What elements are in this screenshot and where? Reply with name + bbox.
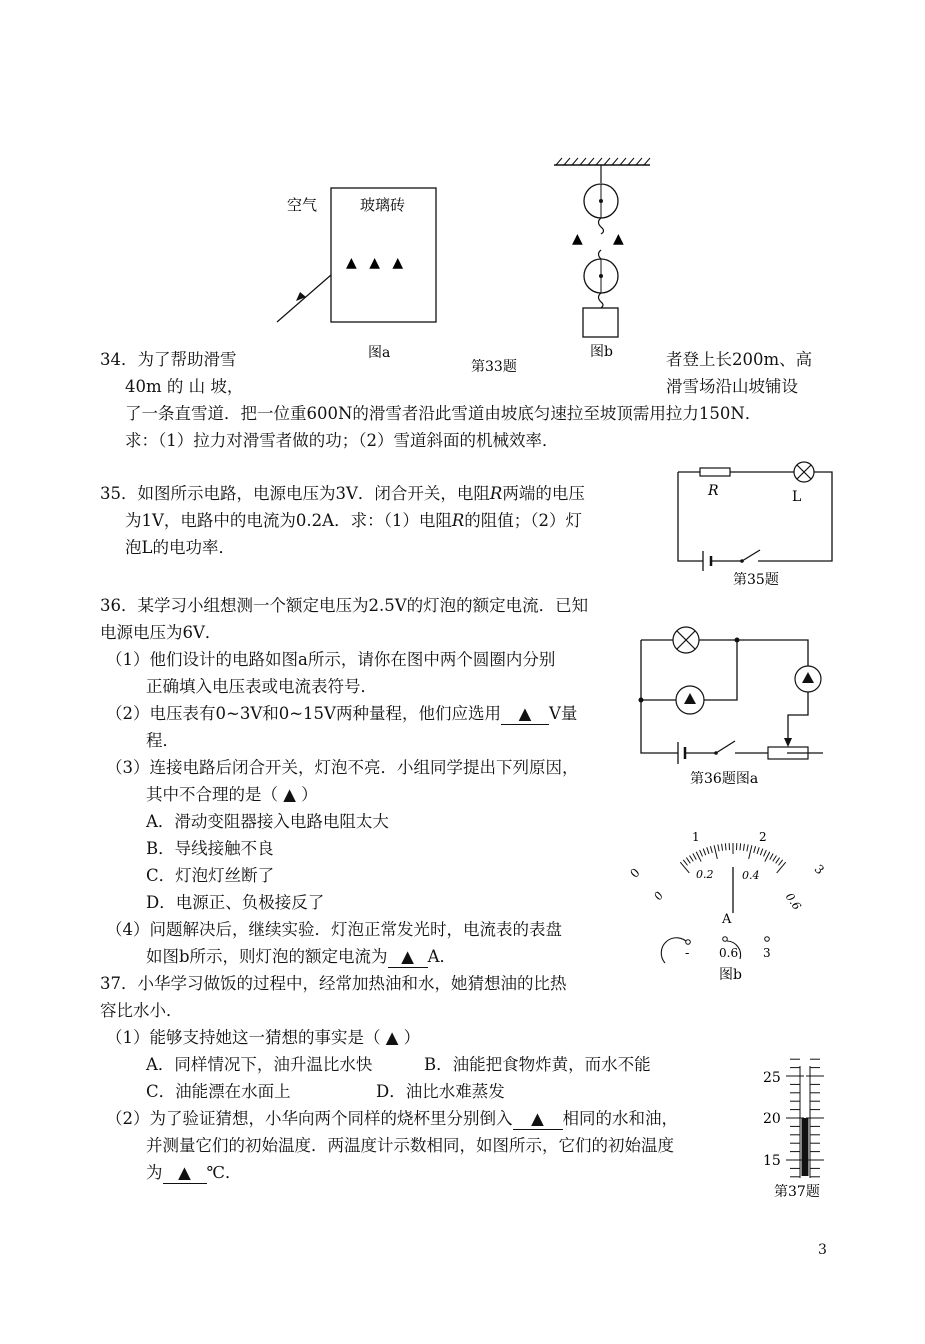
scale-tick [760, 849, 763, 856]
q34-line1-right: 者登上长200m、高 [666, 350, 813, 369]
glass-answer-marks: ▲ ▲ ▲ [346, 255, 408, 271]
scale-tick [743, 844, 744, 851]
q35-line3: 泡L的电功率． [125, 538, 235, 557]
q34-line2-left: 40m 的 山 坡， [125, 377, 244, 396]
scale-tick [693, 854, 696, 860]
q36-option-b: B．导线接触不良 [146, 839, 274, 858]
figure-33 [260, 155, 660, 380]
scale-tick [777, 862, 786, 873]
q34-line1-left: 34．为了帮助滑雪 [100, 350, 237, 369]
fig33b-label: 图b [590, 344, 613, 360]
scale-bottom-0.2: 0.2 [696, 868, 714, 881]
fig35-label-l: L [792, 489, 802, 505]
fig33-caption: 第33题 [471, 359, 517, 375]
q36-p1-a: （1）他们设计的电路如图a所示，请你在图中两个圆圈内分别 [106, 650, 556, 669]
terminal-3: 3 [763, 946, 771, 960]
q37-option-d: D．油比水难蒸发 [376, 1082, 505, 1101]
q37-option-a: A．同样情况下，油升温比水快 [146, 1055, 373, 1074]
q36-p3-a: （3）连接电路后闭合开关，灯泡不亮．小组同学提出下列原因， [106, 758, 579, 777]
ammeter-unit: A [722, 912, 732, 927]
q35-line2: 为1V，电路中的电流为0.2A．求：（1）电阻R的阻值；（2）灯 [125, 511, 583, 530]
scale-top-2: 2 [759, 830, 767, 844]
scale-tick [707, 847, 709, 854]
label-glass: 玻璃砖 [360, 196, 406, 214]
thermo-label-15: 15 [763, 1153, 781, 1169]
fig33a-label: 图a [368, 345, 391, 361]
figure-36b-ammeter [627, 825, 835, 985]
scale-tick [722, 844, 723, 851]
scale-top-3: 3 [811, 861, 827, 878]
scale-top-0: 0 [627, 865, 643, 881]
page-number: 3 [818, 1242, 827, 1258]
q36-p1-b: 正确填入电压表或电流表符号． [146, 677, 377, 696]
q36-p2-b: 程． [146, 731, 179, 750]
resistor-symbol-r: R [451, 511, 465, 530]
pulley-mark-right: ▲ [613, 231, 624, 247]
scale-tick [776, 858, 780, 864]
answer-blank[interactable]: ▲ [163, 1163, 207, 1184]
fig35-caption: 第35题 [733, 572, 779, 588]
answer-blank[interactable]: ▲ [388, 947, 428, 968]
q37-option-b: B．油能把食物炸黄，而水不能 [424, 1055, 651, 1074]
thermo-label-25: 25 [763, 1070, 781, 1086]
q36-option-c: C．灯泡灯丝断了 [146, 866, 275, 885]
scale-tick [757, 847, 759, 854]
figure-37-thermometer [760, 1062, 840, 1202]
scale-tick [754, 846, 756, 853]
q37-p1: （1）能够支持她这一猜想的事实是（ ▲ ） [106, 1028, 421, 1047]
thermometer-liquid [802, 1118, 809, 1176]
scale-tick [703, 849, 706, 856]
fig36b-caption: 图b [719, 967, 742, 983]
incident-ray [277, 275, 331, 322]
q37-p2-c: 为 ▲ ℃． [146, 1163, 242, 1182]
scale-tick [718, 844, 719, 851]
scale-tick [686, 858, 690, 864]
label-air: 空气 [287, 196, 318, 214]
scale-tick [773, 855, 777, 861]
terminal-minus: - [685, 946, 690, 961]
scale-bottom-0.6: 0.6 [782, 890, 804, 913]
answer-blank[interactable]: ▲ [501, 704, 549, 725]
switch [742, 550, 760, 561]
q37-option-c: C．油能漂在水面上 [146, 1082, 291, 1101]
scale-bottom-0.4: 0.4 [742, 869, 760, 882]
scale-top-1: 1 [692, 830, 700, 844]
q36-line2: 电源电压为6V． [100, 623, 222, 642]
scale-tick [710, 846, 712, 853]
terminal-0.6: 0.6 [719, 946, 739, 960]
q36-p4-b: 如图b所示，则灯泡的额定电流为 ▲ A． [146, 947, 456, 966]
q37-p2-a: （2）为了验证猜想，小华向两个同样的烧杯里分别倒入 ▲ 相同的水和油， [106, 1109, 678, 1128]
q34-line4: 求：（1）拉力对滑雪者做的功；（2）雪道斜面的机械效率． [125, 431, 559, 450]
pulley-mark-left: ▲ [572, 231, 583, 247]
fig37-caption: 第37题 [774, 1184, 820, 1200]
scale-tick [770, 854, 773, 860]
thermo-label-20: 20 [763, 1111, 781, 1127]
scale-tick [764, 850, 767, 856]
switch [716, 741, 735, 753]
figure-35-circuit [670, 458, 845, 593]
q36-p3-b: 其中不合理的是（ ▲ ） [146, 785, 318, 804]
fig35-label-r: R [708, 483, 719, 499]
q34-line2-right: 滑雪场沿山坡铺设 [666, 377, 798, 396]
q37-p2-b: 并测量它们的初始温度．两温度计示数相同，如图所示，它们的初始温度 [146, 1136, 674, 1155]
fig36a-caption: 第36题图a [690, 771, 759, 787]
scale-tick [714, 845, 717, 859]
scale-tick [747, 844, 748, 851]
scale-tick [765, 852, 770, 862]
scale-tick [725, 843, 726, 850]
q36-option-a: A．滑动变阻器接入电路电阻太大 [146, 812, 389, 831]
scale-tick [700, 850, 703, 856]
q37-line1: 37．小华学习做饭的过程中，经常加热油和水，她猜想油的比热 [100, 974, 567, 993]
scale-tick [740, 843, 741, 850]
scale-bottom-0: 0 [651, 889, 667, 903]
scale-tick [778, 860, 782, 866]
ray-arrowhead [296, 292, 306, 301]
q35-line1: 35．如图所示电路，电源电压为3V．闭合开关，电阻R两端的电压 [100, 484, 585, 503]
q34-line3: 了一条直雪道．把一位重600N的滑雪者沿此雪道由坡底匀速拉至坡顶需用拉力150N． [125, 404, 762, 423]
q36-option-d: D．电源正、负极接反了 [146, 893, 325, 912]
q36-p4-a: （4）问题解决后，继续实验．灯泡正常发光时，电流表的表盘 [106, 920, 562, 939]
scale-tick [680, 862, 689, 873]
answer-blank[interactable]: ▲ [513, 1109, 563, 1130]
scale-tick [690, 855, 694, 861]
resistor-symbol-r: R [489, 484, 503, 503]
q37-line2: 容比水小． [100, 1001, 183, 1020]
ceiling-hatch [556, 158, 650, 165]
q36-p2-a: （2）电压表有0~3V和0~15V两种量程，他们应选用 ▲ V量 [106, 704, 578, 723]
scale-tick [683, 860, 687, 866]
scale-tick [749, 845, 752, 859]
weight-block [583, 308, 618, 337]
q36-line1: 36．某学习小组想测一个额定电压为2.5V的灯泡的额定电流．已知 [100, 596, 589, 615]
resistor [700, 468, 730, 476]
rheostat-slider [784, 738, 792, 747]
figure-36a-circuit [635, 620, 835, 795]
scale-tick [696, 852, 701, 862]
